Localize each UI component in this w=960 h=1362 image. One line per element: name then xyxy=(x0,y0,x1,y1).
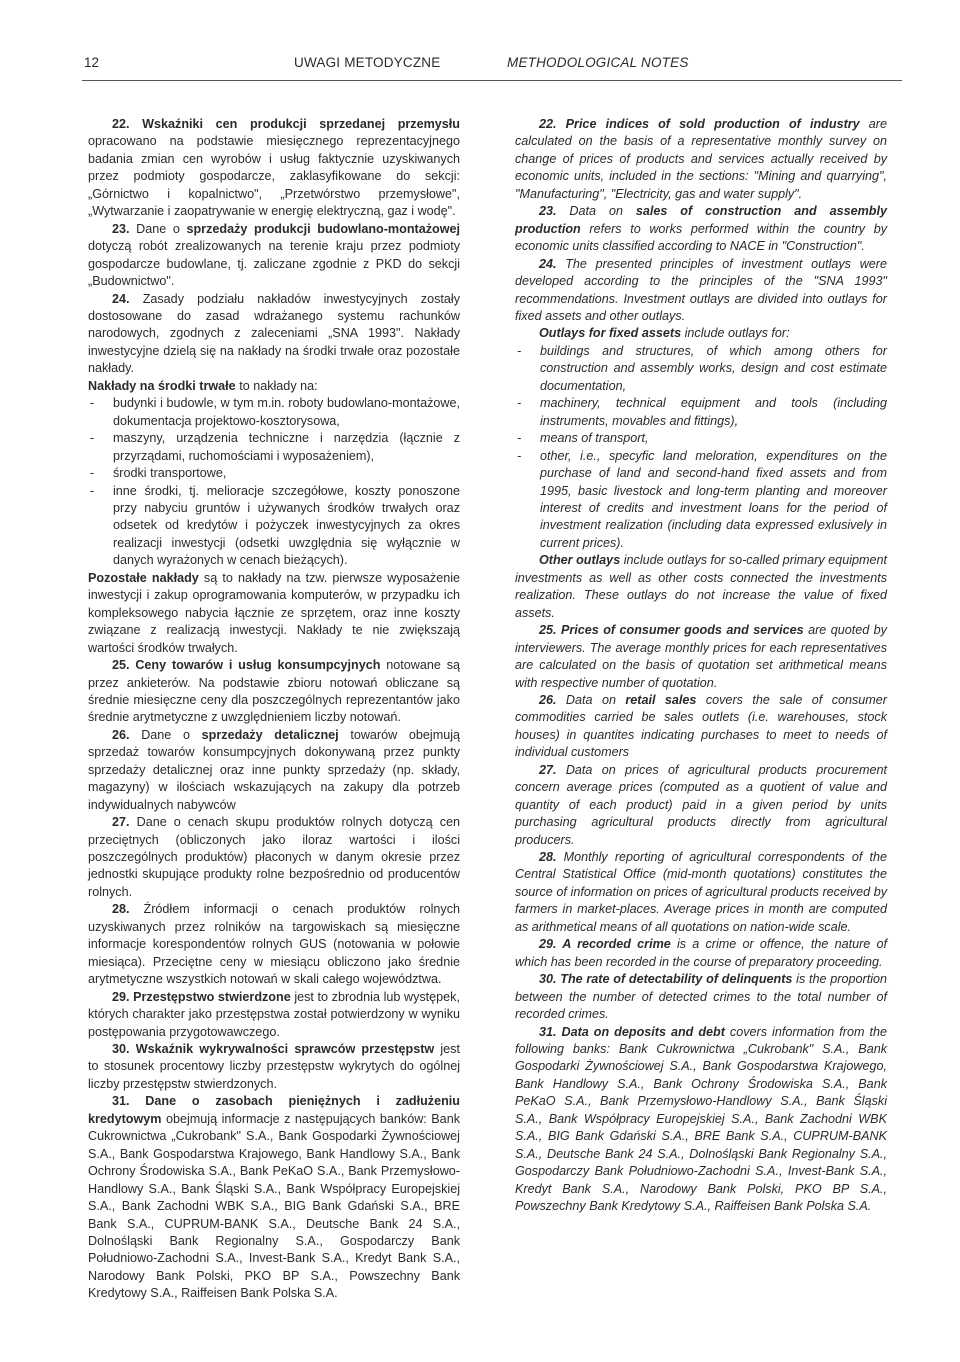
note-text: to nakłady na: xyxy=(235,378,318,393)
note-text: Dane o cenach skupu produktów rolnych dotyczą cen przeciętnych (obliczonych jako iloraz wartości i ilości poszczególnych produktów) płaconych w danym okresie przez jednostki skupujące produkty rolne bezpośrednio od producentów rolnych. xyxy=(88,815,460,899)
note-text: Monthly reporting of agricultural correspondents of the Central Statistical Office (mid-month quotations) constitutes the source of information on prices of agricultural products received by farmers in market-places. Average prices in month are computed as arithmetical means of all quotations on nation-wide scale. xyxy=(515,850,887,934)
note-number: 29. xyxy=(112,989,130,1004)
note-term: Price indices of sold production of industry xyxy=(556,117,860,131)
note-30-en xyxy=(515,971,887,1023)
fixed-assets-intro-en xyxy=(515,325,887,342)
note-number: 25. xyxy=(112,658,130,673)
note-31-pl xyxy=(88,1093,460,1302)
note-text: covers information from the following banks: Bank Cukrownictwa „Cukrobank" S.A., Bank Gospodarki Żywnościowej S.A., Bank Gospodarstwa Krajowego, Bank Handlowy S.A., Bank Ochrony Środowiska S.A., Bank PeKaO S.A., Bank Przemysłowo-Handlowy S.A., Bank Śląski S.A., Bank Współpracy Europejskiej S.A., Bank Zachodni WBK S.A., BIG Bank Gdański S.A., BRE Bank S.A., CUPRUM-BANK S.A., Deutsche Bank 24 S.A., Dolnośląski Bank Regionalny S.A., Gospodarczy Bank Południowo-Zachodni S.A., Invest-Bank S.A., Kredyt Bank S.A., Narodowy Bank Polski, PKO BP S.A., Powszechny Bank Kredytowy S.A., Raiffeisen Bank Polska S.A. xyxy=(515,1024,887,1214)
note-term: Wskaźniki cen produkcji sprzedanej przemysłu xyxy=(142,117,460,131)
note-number: 26. xyxy=(112,727,130,742)
note-number: 31. xyxy=(112,1094,130,1109)
list-item: - maszyny, urządzenia techniczne i narzędzia (łącznie z przyrządami, ruchomościami i wyposażeniem), xyxy=(90,431,460,463)
note-text: refers to works performed within the country by economic units classified according to NACE in "Construction". xyxy=(515,221,887,254)
note-term: Ceny towarów i usług konsumpcyjnych xyxy=(129,658,381,673)
note-text: jest to zbrodnia lub występek, których charakter jako przestępstwa został potwierdzony w wyniku postępowania przygotowawczego. xyxy=(88,989,460,1039)
list-item-text: means of transport, xyxy=(540,431,649,446)
note-text: include outlays for so-called primary equipment investments as well as other costs connected the investments realization. These outlays do not increase the value of fixed assets. xyxy=(515,553,887,620)
note-text: są to nakłady na tzw. pierwsze wyposażenie inwestycji i zakup oprogramowania komputerów, w przypadku ich kompleksowego nabycia łącznie ze sprzętem, oraz inne koszty związane z realizacją inwestycji. Nakłady te nie zwiększają wartości środków trwałych. xyxy=(88,570,460,655)
note-25-en xyxy=(515,622,887,692)
note-term: sprzedaży produkcji budowlano-montażowej xyxy=(186,221,461,236)
note-number: 27. xyxy=(539,762,557,777)
list-item-text: budynki i budowle, w tym m.in. roboty budowlano-montażowe, dokumentacja projektowo-kosztorysowa, xyxy=(113,396,460,428)
list-item: - machinery, technical equipment and tools (including instruments, movables and fittings), xyxy=(517,396,887,428)
note-number: 31. xyxy=(539,1024,557,1039)
note-27-en xyxy=(515,762,887,849)
note-term: Prices of consumer goods and services xyxy=(556,623,804,638)
list-item-text: machinery, technical equipment and tools (including instruments, movables and fittings), xyxy=(540,396,887,428)
note-text: notowane są przez ankieterów. Na podstawie zbioru notowań obliczane są średnie miesięczne ceny dla poszczególnych reprezentantów jako średnie arytmetyczne z uwzględnieniem liczby notowań. xyxy=(88,658,460,725)
note-number: 28. xyxy=(112,902,130,917)
fixed-assets-intro-pl xyxy=(88,378,460,395)
note-23-en xyxy=(515,203,887,255)
note-22-en xyxy=(515,116,887,203)
note-term: Data on deposits and debt xyxy=(556,1024,725,1039)
note-number: 30. xyxy=(539,972,557,987)
note-number: 27. xyxy=(112,815,130,830)
header-title-polish: UWAGI METODYCZNE xyxy=(294,55,441,70)
note-text: is a crime or offence, the nature of which has been recorded in the course of preparatory proceeding. xyxy=(515,937,887,969)
list-item: - inne środki, tj. melioracje szczegółowe, koszty ponoszone przy nabyciu gruntów i używanych środków trwałych oraz odsetek od kredytów i pożyczek inwestycyjnych za okres realizacji inwestycji (odsetki uwzględnia się wyłącznie w danych wyrażonych w cenach bieżących). xyxy=(90,483,460,568)
note-26-pl xyxy=(88,727,460,814)
fixed-assets-list-en xyxy=(515,343,887,552)
note-term: A recorded crime xyxy=(556,937,671,952)
note-29-en xyxy=(515,936,887,971)
note-24-pl xyxy=(88,291,460,378)
note-24-en xyxy=(515,256,887,326)
note-term: retail sales xyxy=(625,692,697,707)
note-term: Wskaźnik wykrywalności sprawców przestępstw xyxy=(129,1042,435,1057)
note-number: 28. xyxy=(539,850,557,865)
note-23-pl xyxy=(88,221,460,291)
note-term: sprzedaży detalicznej xyxy=(201,727,339,742)
note-26-en xyxy=(515,692,887,762)
list-item-text: maszyny, urządzenia techniczne i narzędzia (łącznie z przyrządami, ruchomościami i wyposażeniem), xyxy=(113,431,460,463)
note-text-lead: Dane o xyxy=(129,727,202,742)
note-text-lead: Dane o xyxy=(129,221,187,236)
note-30-pl xyxy=(88,1041,460,1093)
note-text: is the proportion between the number of detected crimes to the total number of recorded crimes. xyxy=(515,972,887,1022)
list-item: - środki transportowe, xyxy=(90,466,227,481)
note-29-pl xyxy=(88,989,460,1041)
note-number: 22. xyxy=(539,117,557,131)
list-item: - buildings and structures, of which among others for construction and assembly works, design and cost estimate documentation, xyxy=(517,343,887,393)
note-text: Zasady podziału nakładów inwestycyjnych zostały dostosowane do zasad wdrażanego systemu rachunków narodowych, zgodnych z zaleceniami „SNA 1993". Nakłady inwestycyjne dzielą się na nakłady na środki trwałe oraz pozostałe nakłady. xyxy=(88,291,460,376)
note-text: towarów obejmują sprzedaż towarów konsumpcyjnych dokonywaną przez punkty sprzedaży detalicznej oraz inne punkty sprzedaży (np. składy, magazyny) w ilościach wskazujących na zakupy dla potrzeb indywidualnych nabywców xyxy=(88,727,460,812)
note-28-pl xyxy=(88,901,460,988)
note-number: 23. xyxy=(539,204,557,219)
list-item: - budynki i budowle, w tym m.in. roboty budowlano-montażowe, dokumentacja projektowo-kosztorysowa, xyxy=(90,396,460,428)
note-25-pl xyxy=(88,657,460,727)
note-term: Nakłady na środki trwałe xyxy=(88,378,236,393)
note-text: Źródłem informacji o cenach produktów rolnych uzyskiwanych przez rolników na targowiskach są miesięczne informacje korespondentów rolnych GUS (notowania w połowie miesiąca). Przeciętne ceny w miesiącu obliczono jako średnie arytmetyczne wszystkich notowań w skali całego województwa. xyxy=(88,902,460,987)
list-item-text: other, i.e., specyfic land meloration, expenditures on the purchase of land and second-hand fixed assets and from 1995, basic livestock and long-term planting and moreover interest of credits and investment loans for the period of investment realization (including data expressed exlusively in current prices). xyxy=(540,448,887,550)
note-term: The rate of detectability of delinquents xyxy=(556,972,793,987)
note-term: Pozostałe nakłady xyxy=(88,570,199,585)
note-22-pl xyxy=(88,116,460,221)
note-term: Przestępstwo stwierdzone xyxy=(129,989,291,1004)
note-text-lead: Data on xyxy=(556,692,626,707)
note-text-lead: Data on xyxy=(556,204,636,219)
note-text: The presented principles of investment outlays were developed according to the principles of the "SNA 1993" recommendations. Investment outlays are divided into outlays for fixed assets and other outlays. xyxy=(515,256,887,323)
note-28-en xyxy=(515,849,887,936)
note-text: include outlays for: xyxy=(681,326,790,341)
other-outlays-en xyxy=(515,552,887,622)
list-item-text: buildings and structures, of which among others for construction and assembly works, design and cost estimate documentation, xyxy=(540,343,887,393)
note-27-pl xyxy=(88,814,460,901)
note-text: dotyczą robót zrealizowanych na terenie kraju przez podmioty gospodarcze budowlane, tj. zaliczane zgodnie z PKD do sekcji „Budownictwo". xyxy=(88,239,460,289)
column-english xyxy=(515,116,887,1216)
other-outlays-pl xyxy=(88,570,460,657)
note-number: 24. xyxy=(112,291,130,306)
column-polish xyxy=(88,116,460,1303)
note-number: 26. xyxy=(539,692,557,707)
note-number: 22. xyxy=(112,117,130,131)
note-number: 29. xyxy=(539,937,557,952)
note-text: covers the sale of consumer commodities carried be sales outlets (i.e. warehouses, stock houses) in quantites indicating purchases to meet to needs of individual customers xyxy=(515,692,887,760)
page-header xyxy=(82,50,902,81)
note-number: 24. xyxy=(539,256,557,271)
note-text: jest to stosunek procentowy liczby przestępstw wykrytych do ogólnej liczby przestępstw stwierdzonych. xyxy=(88,1042,460,1091)
note-number: 30. xyxy=(112,1042,130,1057)
note-number: 23. xyxy=(112,221,130,236)
page-number: 12 xyxy=(84,55,100,70)
fixed-assets-list-pl xyxy=(88,395,460,570)
note-number: 25. xyxy=(539,623,557,638)
note-text: Data on prices of agricultural products procurement concern average prices (computed as a quotient of value and quantity of each product) paid in a given period by units purchasing agricultural products directly from agricultural producers. xyxy=(515,762,887,847)
note-31-en xyxy=(515,1024,887,1216)
note-term: Dane o zasobach pieniężnych i zadłużeniu kredytowym xyxy=(88,1094,460,1126)
note-term: sales of construction and assembly production xyxy=(515,204,887,236)
list-item-text: inne środki, tj. melioracje szczegółowe, koszty ponoszone przy nabyciu gruntów i używanych środków trwałych oraz odsetek od kredytów i pożyczek inwestycyjnych za okres realizacji inwestycji (odsetki uwzględnia się wyłącznie w danych wyrażonych w cenach bieżących). xyxy=(113,483,460,568)
note-text: are quoted by interviewers. The average monthly prices for each representatives are calculated on the basis of quotation set arithmetical means with respective number of quotation. xyxy=(515,623,887,690)
note-text: are calculated on the basis of a representative monthly survey on change of prices of products and services actually received by economic units, included in the sections: "Mining and quarrying", "Manufacturing", "Electricity, gas and water supply". xyxy=(515,117,887,201)
list-item: - other, i.e., specyfic land meloration, expenditures on the purchase of land and second-hand fixed assets and from 1995, basic livestock and long-term planting and moreover interest of credits and investment loans for the period of investment realization (including data expressed exlusively in current prices). xyxy=(517,448,887,550)
list-item: - means of transport, xyxy=(517,431,649,446)
note-text: obejmują informacje z następujących banków: Bank Cukrownictwa „Cukrobank" S.A., Bank Gospodarki Żywnościowej S.A., Bank Gospodarstwa Krajowego, Bank Handlowy S.A., Bank Ochrony Środowiska S.A., Bank PeKaO S.A., Bank Przemysłowo-Handlowy S.A., Bank Śląski S.A., Bank Współpracy Europejskiej S.A., Bank Zachodni WBK S.A., BIG Bank Gdański S.A., BRE Bank S.A., CUPRUM-BANK S.A., Deutsche Bank 24 S.A., Dolnośląski Bank Regionalny S.A., Gospodarczy Bank Południowo-Zachodni S.A., Invest-Bank S.A., Kredyt Bank S.A., Narodowy Bank Polski, PKO BP S.A., Powszechny Bank Kredytowy S.A., Raiffeisen Bank Polska S.A. xyxy=(88,1111,460,1301)
note-text: opracowano na podstawie miesięcznego reprezentacyjnego badania zmian cen wyrobów i usług faktycznie uzyskiwanych przez podmioty gospodarcze, zaklasyfikowane do sekcji: „Górnictwo i kopalnictwo", „Przetwórstwo przemysłowe", „Wytwarzanie i zaopatrywanie w energię elektryczną, gaz i wodę". xyxy=(88,134,460,219)
header-title-english: METHODOLOGICAL NOTES xyxy=(507,55,689,70)
note-term: Outlays for fixed assets xyxy=(539,326,682,341)
list-item-text: środki transportowe, xyxy=(113,466,227,481)
note-term: Other outlays xyxy=(539,553,621,568)
